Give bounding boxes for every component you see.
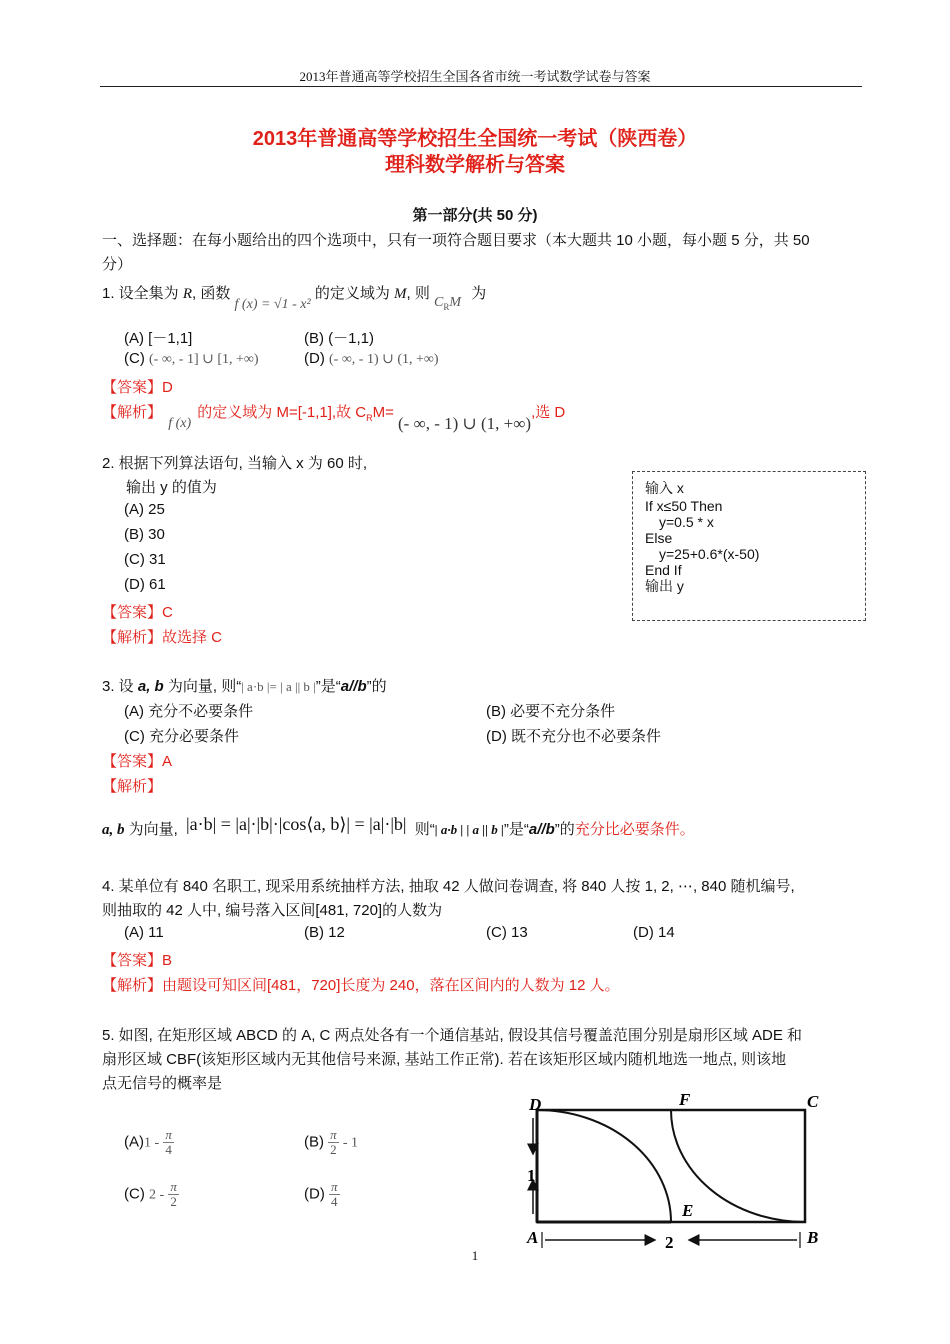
q2-analysis: 【解析】故选择 C [102,629,223,646]
q3-stem: 3. 设 a, b 为向量, 则“| a·b |= | a || b |”是“a//b”的 [102,678,387,695]
sector-arc-ade [537,1110,671,1222]
q5-option-c: (C) 2 - $\frac{\pi}{2}$ [124,1179,177,1209]
q5-option-d: (D) $\frac{\pi}{4}$ [304,1179,338,1209]
label-length-2: 2 [665,1233,674,1252]
q4-analysis: 【解析】由题设可知区间[481，720]长度为 240，落在区间内的人数为 12 人。 [102,977,620,994]
q3-answer: 【答案】A [102,753,173,770]
label-D: D [529,1095,542,1114]
q3-option-c: (C) 充分必要条件 [124,728,239,745]
q4-stem-line1: 4. 某单位有 840 名职工, 现采用系统抽样方法, 抽取 42 人做问卷调查, 将 840 人按 1, 2, ⋯, 840 随机编号, [102,878,795,895]
q4-option-a: (A) 11 [124,924,164,941]
q4-option-b: (B) 12 [304,924,345,941]
section-intro-line2: 分） [102,256,133,273]
q1-text: 为 [471,285,487,302]
q2-option-d: (D) 61 [124,576,166,593]
q1-complement: $C_RM$ [434,295,462,312]
q1-set-M: M [394,286,407,302]
q1-answer: 【答案】D [102,379,173,396]
q3-analysis: a, b 为向量, |a·b| = |a|·|b|·|cos⟨a, b⟩| = |a|·|b| 则“| a·b | | a || b |”是“a//b”的充分比必要条件。 [102,814,695,838]
algorithm-line: If x≤50 Then [645,498,723,514]
q1-text: 1. 设全集为 [102,285,183,302]
q1-stem [102,282,487,312]
rectangle-abcd [537,1110,805,1222]
q2-stem-line2: 输出 y 的值为 [126,479,217,496]
section-intro-line1: 一、选择题：在每小题给出的四个选项中，只有一项符合题目要求（本大题共 10 小题，每小题 5 分，共 50 [102,232,810,249]
q2-option-b: (B) 30 [124,526,165,543]
q1-text: , 则 [406,285,430,302]
label-B: B [807,1228,819,1247]
q4-option-c: (C) 13 [486,924,528,941]
q2-answer: 【答案】C [102,604,173,621]
q4-stem-line2: 则抽取的 42 人中, 编号落入区间[481, 720]的人数为 [102,902,443,919]
q1-option-a: (A) [－1,1] [124,330,193,347]
q4-option-d: (D) 14 [633,924,675,941]
label-C: C [807,1092,819,1111]
algorithm-line: Else [645,530,673,546]
q1-option-c: (C) (- ∞, - 1] ∪ [1, +∞) [124,350,259,367]
q3-option-d: (D) 既不充分也不必要条件 [486,728,661,745]
q1-option-d: (D) (- ∞, - 1) ∪ (1, +∞) [304,350,439,367]
q2-option-a: (A) 25 [124,501,165,518]
q1-function-formula: f (x) = √1 - x² [234,297,311,312]
page-number: 1 [471,1248,479,1263]
q1-option-b: (B) (－1,1) [304,330,375,347]
q5-stem-line1: 5. 如图, 在矩形区域 ABCD 的 A, C 两点处各有一个通信基站, 假设其信号覆盖范围分别是扇形区域 ADE 和 [102,1027,803,1044]
q2-option-c: (C) 31 [124,551,166,568]
q4-answer: 【答案】B [102,952,173,969]
q1-text: , 函数 [192,285,231,302]
q1-analysis: 【解析】 f (x) 的定义域为 M=[-1,1],故 $C_RM=$ (- ∞, - 1) ∪ (1, +∞),选 D [102,404,566,433]
label-A: A [527,1228,539,1247]
q3-analysis-label: 【解析】 [102,778,163,795]
label-E: E [682,1201,694,1220]
q1-text: 的定义域为 [314,285,395,302]
part-heading: 第一部分(共 50 分) [412,207,538,224]
q3-analysis-formula: |a·b| = |a|·|b|·|cos⟨a, b⟩| = |a|·|b| [186,814,407,834]
q3-option-b: (B) 必要不充分条件 [486,703,616,720]
algorithm-line: End If [645,562,682,578]
q3-option-a: (A) 充分不必要条件 [124,703,254,720]
algorithm-box [632,471,866,621]
label-length-1: 1 [527,1166,536,1185]
q1-set-R: R [182,286,193,302]
algorithm-line: y=25+0.6*(x-50) [659,546,760,562]
label-F: F [679,1090,691,1109]
q2-stem-line1: 2. 根据下列算法语句, 当输入 x 为 60 时, [102,455,368,472]
header-rule [100,86,862,87]
algorithm-line: 输入 x [645,480,684,496]
q5-stem-line2: 扇形区域 CBF(该矩形区域内无其他信号来源, 基站工作正常). 若在该矩形区域内随机地选一地点, 则该地 [102,1051,787,1068]
q5-option-b: (B) $\frac{\pi}{2}$ - 1 [304,1127,359,1157]
algorithm-line: y=0.5 * x [659,514,714,530]
exam-title: 2013年普通高等学校招生全国统一考试（陕西卷） [252,128,698,150]
q5-option-a: (A)1 - $\frac{\pi}{4}$ [124,1127,172,1157]
running-header: 2013年普通高等学校招生全国各省市统一考试数学试卷与答案 [299,69,651,84]
algorithm-line: 输出 y [645,578,684,594]
rectangle-sector-figure [515,1088,835,1253]
q5-stem-line3: 点无信号的概率是 [102,1075,223,1092]
exam-subtitle: 理科数学解析与答案 [385,154,565,176]
